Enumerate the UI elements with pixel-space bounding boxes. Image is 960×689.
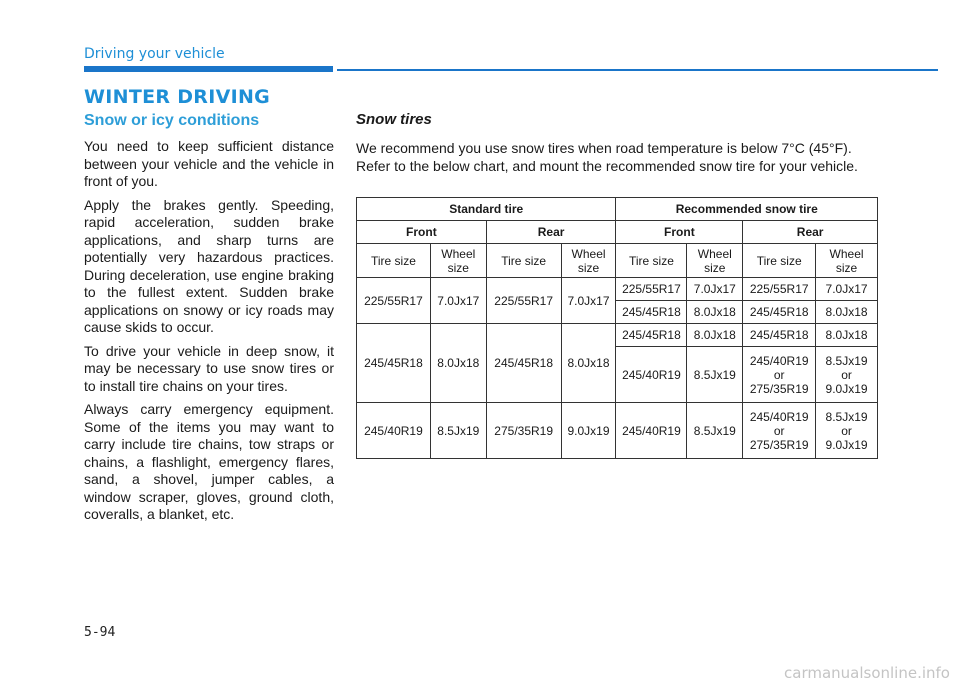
cell-line: 275/35R19 xyxy=(749,437,809,452)
table-cell-stacked xyxy=(743,403,816,459)
table-cell: 8.0Jx18 xyxy=(816,301,878,324)
table-cell: 8.5Jx19 xyxy=(687,347,743,403)
paragraph-distance: You need to keep sufficient distance between your vehicle and the vehicle in front of you. xyxy=(84,138,334,189)
table-cell: 7.0Jx17 xyxy=(561,278,616,324)
table-cell-stacked xyxy=(743,347,816,403)
table-cell: 225/55R17 xyxy=(486,278,561,324)
cell-line: 9.0Jx19 xyxy=(825,437,868,452)
table-cell: 245/40R19 xyxy=(616,403,687,459)
paragraph-deep-snow: To drive your vehicle in deep snow, it may be necessary to use snow tires or to install tire chains on your tires. xyxy=(84,342,334,394)
table-cell: 8.5Jx19 xyxy=(687,403,743,459)
cell-line: 245/40R19 xyxy=(749,353,809,368)
cell-line: or xyxy=(773,423,785,438)
watermark-link[interactable]: carmanualsonline.info xyxy=(784,664,950,682)
table-cell-stacked xyxy=(816,347,878,403)
cell-line: 245/40R19 xyxy=(749,409,809,424)
snow-tires-heading: Snow tires xyxy=(356,111,432,128)
snow-icy-heading: Snow or icy conditions xyxy=(84,112,260,129)
header-recommended-snow-tire: Recommended snow tire xyxy=(616,198,878,221)
header-rule-thin xyxy=(337,69,938,71)
table-cell: 245/45R18 xyxy=(357,324,431,403)
header-std-rear: Rear xyxy=(486,221,616,244)
cell-line: or xyxy=(841,367,852,382)
table-cell: 225/55R17 xyxy=(743,278,816,301)
right-column xyxy=(356,110,878,181)
col-header: Tire size xyxy=(486,244,561,278)
paragraph-brakes: Apply the brakes gently. Speeding, rapid acceleration, sudden brake applications, and sharp turns are potentially very hazardous practices. During deceleration, use engine braking to the fullest extent. Sudden brake applications on snowy or icy roads may cause skids to occur. xyxy=(84,196,334,335)
col-header: Wheel size xyxy=(687,244,743,278)
table-cell: 7.0Jx17 xyxy=(816,278,878,301)
header-snow-rear: Rear xyxy=(743,221,878,244)
table-cell: 8.0Jx18 xyxy=(816,324,878,347)
table-cell: 8.0Jx18 xyxy=(561,324,616,403)
table-cell: 8.0Jx18 xyxy=(687,324,743,347)
table-cell: 245/40R19 xyxy=(357,403,431,459)
header-snow-front: Front xyxy=(616,221,743,244)
col-header: Tire size xyxy=(616,244,687,278)
table-cell: 9.0Jx19 xyxy=(561,403,616,459)
paragraph-emergency: Always carry emergency equipment. Some of the items you may want to carry include tire chains, tow straps or chains, a flashlight, emergency flares, sand, a shovel, jumper cables, a window scraper, gloves, ground cloth, coveralls, a blanket, etc. xyxy=(84,401,334,522)
cell-line: 8.5Jx19 xyxy=(825,409,868,424)
table-cell: 225/55R17 xyxy=(357,278,431,324)
page-number: 5-94 xyxy=(84,625,116,640)
col-header: Wheel size xyxy=(430,244,486,278)
col-header: Wheel size xyxy=(561,244,616,278)
table-cell: 8.5Jx19 xyxy=(430,403,486,459)
section-label: Driving your vehicle xyxy=(84,46,225,62)
table-cell: 7.0Jx17 xyxy=(687,278,743,301)
table-cell: 245/45R18 xyxy=(616,301,687,324)
cell-line: or xyxy=(773,367,785,382)
cell-line: 8.5Jx19 xyxy=(825,353,868,368)
page-title: WINTER DRIVING xyxy=(84,86,271,108)
col-header: Tire size xyxy=(743,244,816,278)
table-cell-stacked xyxy=(816,403,878,459)
table-cell: 245/45R18 xyxy=(486,324,561,403)
header-std-front: Front xyxy=(357,221,487,244)
cell-line: 275/35R19 xyxy=(749,381,809,396)
table-cell: 225/55R17 xyxy=(616,278,687,301)
table-cell: 8.0Jx18 xyxy=(687,301,743,324)
table-cell: 7.0Jx17 xyxy=(430,278,486,324)
col-header: Tire size xyxy=(357,244,431,278)
header-standard-tire: Standard tire xyxy=(357,198,616,221)
snow-tires-intro: We recommend you use snow tires when road temperature is below 7°C (45°F). Refer to the below chart, and mount the recommended snow tire for your vehicle. xyxy=(356,140,858,174)
table-cell: 245/40R19 xyxy=(616,347,687,403)
snow-tire-table xyxy=(356,197,878,459)
cell-line: or xyxy=(841,423,852,438)
table-cell: 275/35R19 xyxy=(486,403,561,459)
cell-line: 9.0Jx19 xyxy=(825,381,868,396)
left-column xyxy=(84,110,334,530)
table-cell: 8.0Jx18 xyxy=(430,324,486,403)
col-header: Wheel size xyxy=(816,244,878,278)
header-rule-thick xyxy=(84,66,333,72)
table-cell: 245/45R18 xyxy=(743,301,816,324)
table-cell: 245/45R18 xyxy=(743,324,816,347)
table-cell: 245/45R18 xyxy=(616,324,687,347)
